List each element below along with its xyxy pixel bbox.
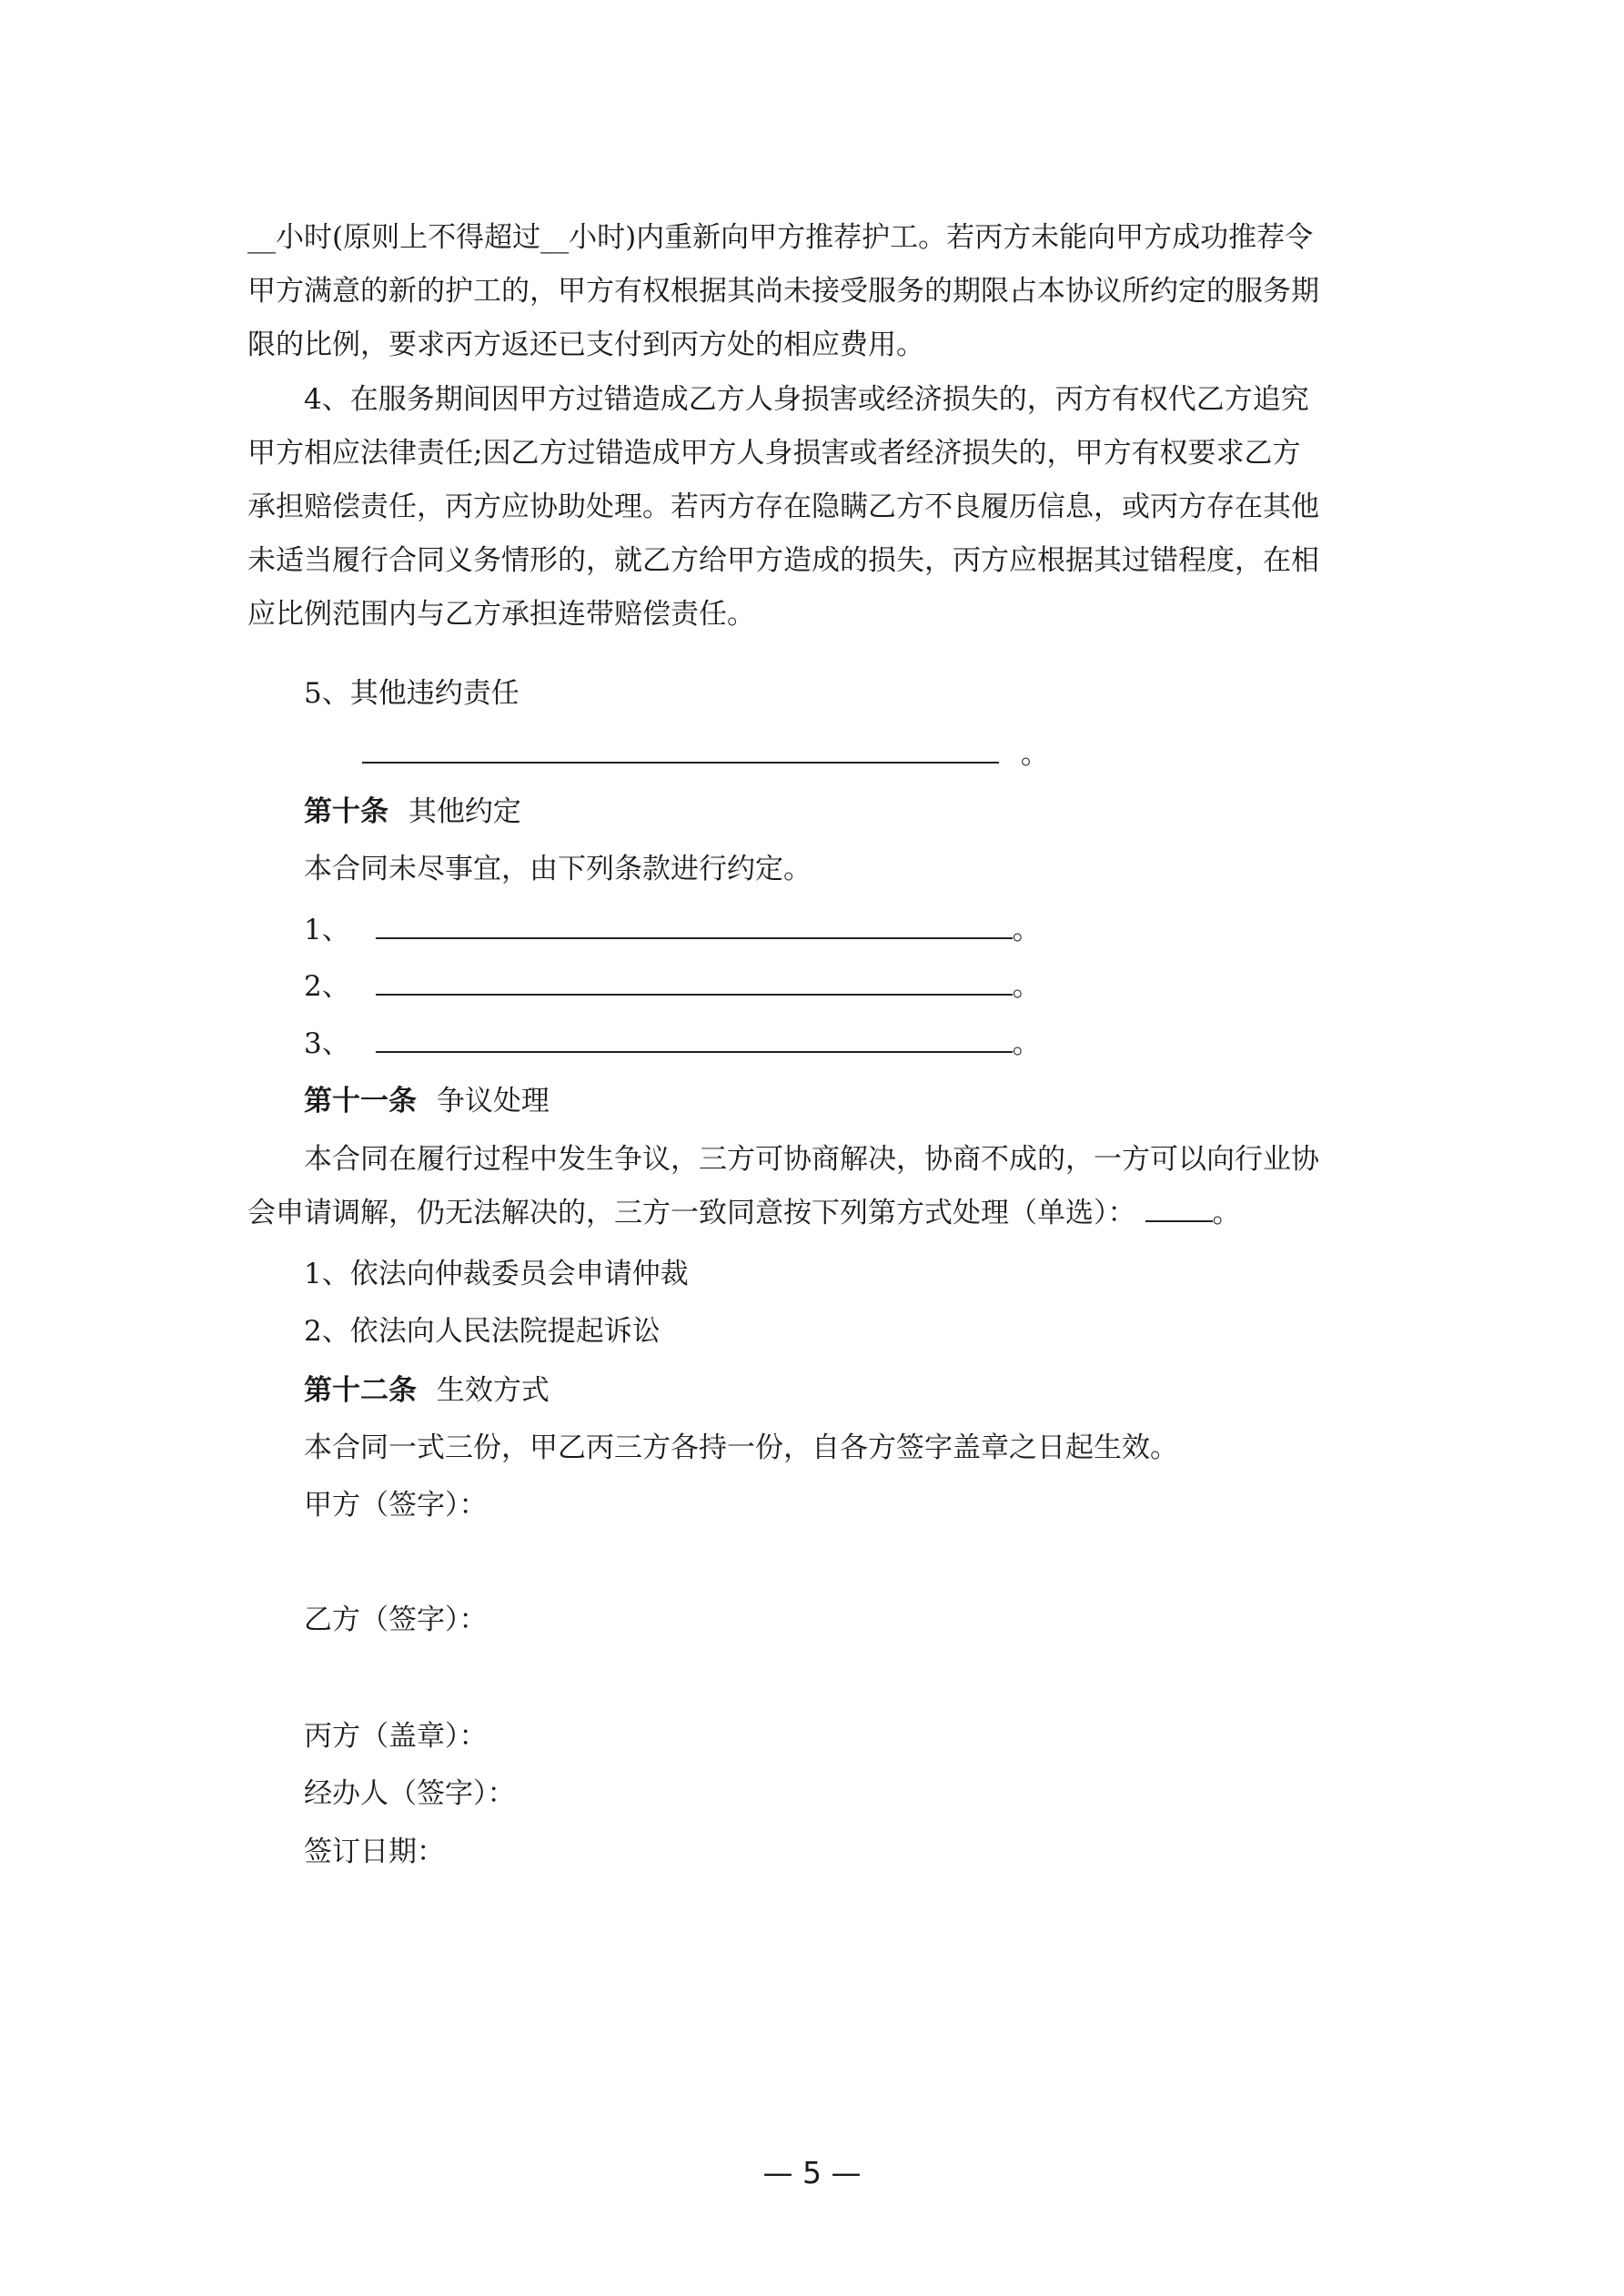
article-11-option-2: 2、依法向人民法院提起诉讼 bbox=[304, 1315, 661, 1348]
article-title: 生效方式 bbox=[436, 1374, 550, 1407]
article-12-text: 本合同一式三份，甲乙丙三方各持一份，自各方签字盖章之日起生效。 bbox=[304, 1431, 1178, 1464]
article-11-heading bbox=[304, 1083, 550, 1119]
article-12-heading bbox=[304, 1372, 550, 1409]
article-11-option-1: 1、依法向仲裁委员会申请仲裁 bbox=[304, 1258, 689, 1290]
page-number: — 5 — bbox=[762, 2155, 862, 2190]
text-line: __小时(原则上不得超过__小时)内重新向甲方推荐护工。若丙方未能向甲方成功推荐令 bbox=[247, 221, 1314, 254]
text-line: 会申请调解，仍无法解决的，三方一致同意按下列第方式处理（单选）： bbox=[247, 1197, 1136, 1229]
article-10-intro: 本合同未尽事宜，由下列条款进行约定。 bbox=[304, 853, 812, 885]
text-line: 甲方满意的新的护工的，甲方有权根据其尚未接受服务的期限占本协议所约定的服务期 bbox=[247, 275, 1319, 308]
fill-in-blank[interactable] bbox=[376, 966, 1013, 996]
fill-in-blank[interactable] bbox=[1145, 1195, 1213, 1222]
item-5-label: 5、其他违约责任 bbox=[304, 677, 519, 710]
article-10-heading bbox=[304, 794, 521, 830]
article-title: 其他约定 bbox=[408, 795, 521, 828]
signature-party-c: 丙方（盖章）： bbox=[304, 1720, 488, 1753]
signature-agent: 经办人（签字）： bbox=[304, 1777, 516, 1810]
article-title: 争议处理 bbox=[436, 1085, 550, 1118]
article-number: 第十二条 bbox=[304, 1374, 417, 1407]
article-number: 第十条 bbox=[304, 795, 388, 828]
signature-date: 签订日期： bbox=[304, 1836, 445, 1868]
paragraph-continuation bbox=[247, 211, 1396, 372]
item-5-blank-line: 。 bbox=[362, 734, 1049, 773]
fill-in-blank[interactable] bbox=[362, 734, 999, 764]
signature-party-b: 乙方（签字）： bbox=[304, 1603, 488, 1636]
text-line: 承担赔偿责任，丙方应协助处理。若丙方存在隐瞒乙方不良履历信息，或丙方存在其他 bbox=[247, 491, 1319, 523]
paragraph-item-4 bbox=[247, 373, 1396, 642]
article-11-text: 本合同在履行过程中发生争议，三方可协商解决，协商不成的，一方可以向行业协 会申请调解，仍无法解决的，三方一致同意按下列第方式处理（单选）： 。 bbox=[247, 1143, 1319, 1229]
article-number: 第十一条 bbox=[304, 1085, 417, 1118]
text-line: 应比例范围内与乙方承担连带赔偿责任。 bbox=[247, 598, 755, 631]
signature-party-a: 甲方（签字）： bbox=[304, 1489, 488, 1522]
fill-in-blank[interactable] bbox=[376, 910, 1013, 939]
text-line: 甲方相应法律责任;因乙方过错造成甲方人身损害或者经济损失的，甲方有权要求乙方 bbox=[247, 437, 1301, 470]
text-line: 4、在服务期间因甲方过错造成乙方人身损害或经济损失的，丙方有权代乙方追究 bbox=[304, 383, 1309, 416]
article-10-item-1: 1、 。 bbox=[304, 910, 1041, 948]
article-10-item-2: 2、 。 bbox=[304, 966, 1041, 1005]
article-10-item-3: 3、 。 bbox=[304, 1024, 1041, 1062]
text-line: 限的比例，要求丙方返还已支付到丙方处的相应费用。 bbox=[247, 329, 924, 361]
fill-in-blank[interactable] bbox=[376, 1024, 1013, 1053]
text-line: 未适当履行合同义务情形的，就乙方给甲方造成的损失，丙方应根据其过错程度，在相 bbox=[247, 544, 1319, 577]
text-line: 本合同在履行过程中发生争议，三方可协商解决，协商不成的，一方可以向行业协 bbox=[304, 1143, 1319, 1176]
